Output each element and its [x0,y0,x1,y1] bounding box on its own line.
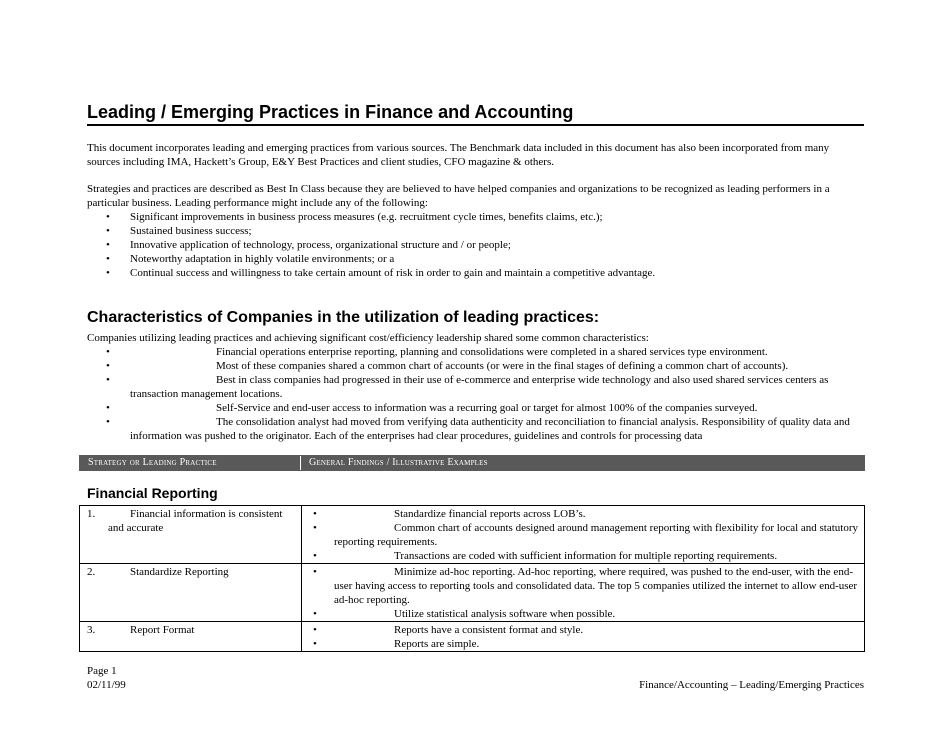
bullet-icon: • [106,225,110,237]
practice-cell [80,506,302,564]
practice-name: Financial information is consistent and accurate [108,508,283,534]
practice-cell [80,564,302,622]
list-item: • The consolidation analyst had moved from verifying data authenticity and reconciliation to financial analysis. Responsibility of quality data and information was pushed to the originator. Each of the enterprises had clear procedures, guidelines and controls for processing data [106,416,850,442]
list-item: • Self-Service and end-user access to information was a recurring goal or target for almost 100% of the companies surveyed. [106,402,758,414]
practice-cell [80,622,302,652]
bullet-icon: • [106,416,110,428]
list-item: • Most of these companies shared a common chart of accounts (or were in the final stages of defining a common chart of accounts). [106,360,789,372]
bullet-icon: • [106,253,110,265]
list-item: • Significant improvements in business process measures (e.g. recruitment cycle times, benefits claims, etc.); [106,211,603,223]
bullet-icon: • [313,624,317,636]
list-item: • Utilize statistical analysis software when possible. [313,608,616,620]
criteria-intro: Strategies and practices are described as Best In Class because they are believed to have helped companies and organizations to be recognized as leading performers in a particular business. Leading performance might include any of the following: [87,183,830,209]
bullet-icon: • [313,566,317,578]
row-number: 1. [87,508,96,520]
table-row [80,506,865,564]
characteristics-list [87,345,852,443]
list-item: • Reports have a consistent format and style. [313,624,584,636]
practice-name: Report Format [130,624,195,636]
list-item: • Financial operations enterprise reporting, planning and consolidations were completed in a shared services type environment. [106,346,768,358]
list-item: • Standardize financial reports across LOB’s. [313,508,586,520]
footer-document-title: Finance/Accounting – Leading/Emerging Practices [639,679,864,691]
criteria-list [87,210,864,280]
list-item: • Common chart of accounts designed around management reporting with flexibility for local and statutory reporting requirements. [313,522,859,548]
bullet-icon: • [106,239,110,251]
footer-date: 02/11/99 [87,679,126,691]
bullet-icon: • [106,374,110,386]
practice-name: Standardize Reporting [130,566,229,578]
footer-page-number: Page 1 [87,665,117,677]
findings-cell [302,564,865,622]
bullet-icon: • [313,508,317,520]
findings-cell [302,506,865,564]
header-strategy: Strategy or Leading Practice [80,456,301,470]
bullet-icon: • [106,346,110,358]
row-number: 2. [87,566,96,578]
row-number: 3. [87,624,96,636]
list-item: • Minimize ad-hoc reporting. Ad-hoc reporting, where required, was pushed to the end-user, with the end-user having access to reporting tools and consolidated data. The top 5 companies utilized the internet to allow end-user ad-hoc reporting. [313,566,858,606]
bullet-icon: • [313,522,317,534]
list-item: • Transactions are coded with sufficient information for multiple reporting requirements. [313,550,778,562]
findings-cell [302,622,865,652]
document-title: Leading / Emerging Practices in Finance and Accounting [87,101,864,126]
list-item: • Innovative application of technology, process, organizational structure and / or people; [106,239,511,251]
list-item: • Best in class companies had progressed in their use of e-commerce and enterprise wide technology and also used shared services centers as transaction management locations. [106,374,829,400]
characteristics-intro: Companies utilizing leading practices and achieving significant cost/efficiency leadership shared some common characteristics: [87,332,649,344]
section-title: Financial Reporting [87,485,218,501]
practices-table [79,505,865,652]
bullet-icon: • [106,211,110,223]
list-item: • Sustained business success; [106,225,252,237]
list-item: • Continual success and willingness to take certain amount of risk in order to gain and maintain a competitive advantage. [106,267,656,279]
bullet-icon: • [106,402,110,414]
intro-paragraph: This document incorporates leading and emerging practices from various sources. The Benchmark data included in this document has also been incorporated from many sources including IMA, Hackett’s Group, E&Y Best Practices and client studies, CFO magazine & others. [87,142,830,168]
header-findings: General Findings / Illustrative Examples [309,457,488,468]
characteristics-heading: Characteristics of Companies in the utilization of leading practices: [87,309,600,326]
bullet-icon: • [106,360,110,372]
table-row [80,622,865,652]
bullet-icon: • [313,608,317,620]
list-item: • Noteworthy adaptation in highly volatile environments; or a [106,253,395,265]
bullet-icon: • [313,550,317,562]
table-row [80,564,865,622]
bullet-icon: • [313,638,317,650]
table-header-bar [79,455,865,471]
bullet-icon: • [106,267,110,279]
list-item: • Reports are simple. [313,638,480,650]
